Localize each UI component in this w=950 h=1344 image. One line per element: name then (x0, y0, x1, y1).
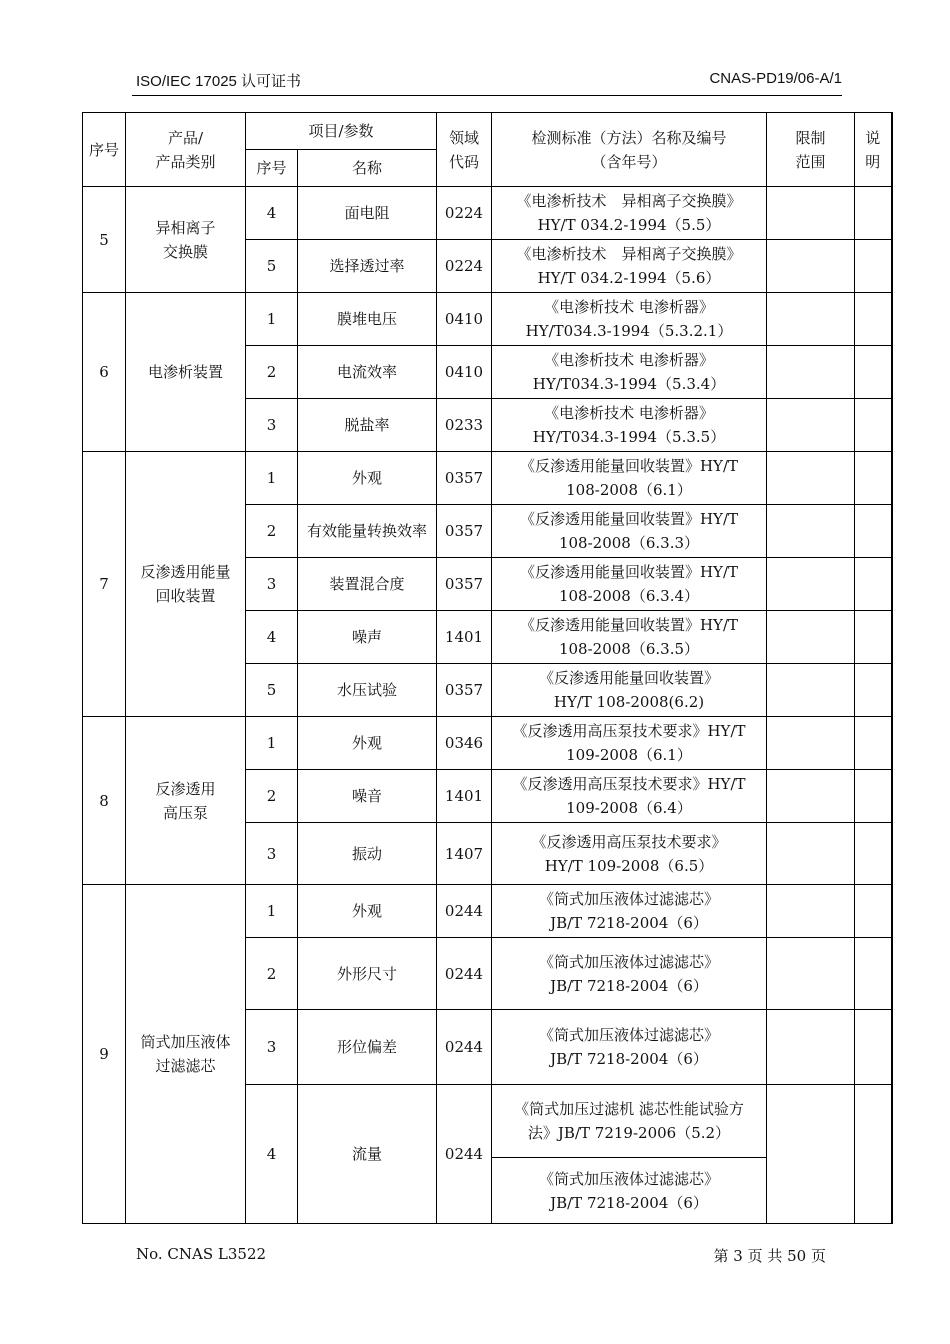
product-name-line: 高压泵 (162, 803, 208, 822)
item-no-cell: 3 (246, 1010, 298, 1085)
item-standard-cell (492, 293, 767, 346)
item-standard-cell (492, 346, 767, 399)
standard-line: 《电渗析技术 异相离子交换膜》 (516, 192, 742, 210)
standard-line: 《反渗透用能量回收装置》 (538, 669, 719, 687)
item-name-cell: 有效能量转换效率 (298, 505, 437, 558)
col-limit-header-line1: 限制 (795, 128, 826, 147)
item-no-cell: 1 (246, 885, 298, 938)
standard-line: 《反渗透用高压泵技术要求》 (531, 832, 727, 851)
item-code-cell: 0357 (437, 558, 492, 611)
col-items-header: 项目/参数 (246, 113, 437, 150)
item-note-cell (855, 885, 892, 938)
item-no-cell: 4 (246, 1085, 298, 1224)
group-seq-cell: 7 (83, 452, 126, 717)
footer-right: 第 3 页 共 50 页 (713, 1247, 826, 1265)
item-no-cell: 3 (246, 558, 298, 611)
table-row (83, 885, 892, 938)
col-product-header (126, 113, 246, 187)
item-note-cell (855, 187, 892, 240)
item-code-cell: 0244 (437, 938, 492, 1010)
item-name-cell: 噪音 (298, 770, 437, 823)
item-code-cell: 1401 (437, 770, 492, 823)
standard-line: 《筒式加压液体过滤滤芯》 (538, 1169, 719, 1188)
col-item-name-header: 名称 (298, 150, 437, 187)
item-no-cell: 3 (246, 823, 298, 885)
item-standard-cell (492, 399, 767, 452)
item-no-cell: 2 (246, 346, 298, 399)
item-no-cell: 4 (246, 187, 298, 240)
table-row (83, 452, 892, 505)
item-note-cell (855, 1085, 892, 1224)
col-note-header-line1: 说 (865, 128, 881, 147)
product-name-line: 交换膜 (162, 242, 208, 261)
col-product-header-line2: 产品类别 (155, 152, 216, 171)
col-note-header (855, 113, 892, 187)
col-code-header (437, 113, 492, 187)
item-note-cell (855, 611, 892, 664)
item-name-cell: 噪声 (298, 611, 437, 664)
standard-line: JB/T 7218-2004（6） (550, 1050, 708, 1068)
group-seq-cell: 8 (83, 717, 126, 885)
item-limit-cell (767, 938, 855, 1010)
item-code-cell: 0224 (437, 240, 492, 293)
item-name-cell: 面电阻 (298, 187, 437, 240)
col-product-header-line1: 产品/ (167, 128, 204, 147)
standard-line: 《筒式加压过滤机 滤芯性能试验方 (514, 1100, 744, 1118)
table-row (83, 293, 892, 346)
standard-line: HY/T 108-2008(6.2) (553, 693, 705, 711)
standard-line: 108-2008（6.3.4） (558, 587, 700, 605)
standard-line: 108-2008（6.1） (566, 481, 692, 499)
item-limit-cell (767, 823, 855, 885)
standard-line: JB/T 7218-2004（6） (550, 1193, 708, 1212)
item-note-cell (855, 938, 892, 1010)
item-limit-cell (767, 505, 855, 558)
standard-line: HY/T 034.2-1994（5.5） (537, 216, 721, 234)
item-limit-cell (767, 293, 855, 346)
product-name-line: 过滤滤芯 (155, 1057, 216, 1075)
item-standard-cell (492, 1158, 767, 1224)
item-limit-cell (767, 240, 855, 293)
item-no-cell: 5 (246, 664, 298, 717)
group-seq-cell: 5 (83, 187, 126, 293)
item-standard-cell (492, 717, 767, 770)
item-code-cell: 1407 (437, 823, 492, 885)
item-code-cell: 0224 (437, 187, 492, 240)
item-note-cell (855, 558, 892, 611)
item-note-cell (855, 346, 892, 399)
item-code-cell: 0244 (437, 1010, 492, 1085)
standard-line: 法》JB/T 7219-2006（5.2） (527, 1124, 731, 1142)
standard-line: 《筒式加压液体过滤滤芯》 (538, 952, 719, 971)
group-product-cell (126, 187, 246, 293)
standard-line: 《电渗析技术 异相离子交换膜》 (516, 245, 742, 263)
standard-line: HY/T 034.2-1994（5.6） (537, 269, 721, 287)
item-code-cell: 0357 (437, 505, 492, 558)
item-standard-cell (492, 770, 767, 823)
item-standard-cell (492, 938, 767, 1010)
item-name-cell: 流量 (298, 1085, 437, 1224)
item-no-cell: 4 (246, 611, 298, 664)
table-row (83, 187, 892, 240)
item-code-cell: 0357 (437, 452, 492, 505)
standard-line: 108-2008（6.3.5） (558, 640, 700, 658)
item-limit-cell (767, 1085, 855, 1224)
item-name-cell: 水压试验 (298, 664, 437, 717)
product-name-line: 筒式加压液体 (140, 1033, 231, 1051)
item-no-cell: 2 (246, 770, 298, 823)
standard-line: JB/T 7218-2004（6） (550, 976, 708, 995)
item-limit-cell (767, 770, 855, 823)
item-limit-cell (767, 558, 855, 611)
col-code-header-line1: 领域 (448, 128, 479, 147)
item-limit-cell (767, 611, 855, 664)
group-product-cell (126, 452, 246, 717)
item-name-cell: 外观 (298, 452, 437, 505)
item-name-cell: 外形尺寸 (298, 938, 437, 1010)
standard-line: 《反渗透用能量回收装置》HY/T (519, 457, 739, 475)
item-limit-cell (767, 885, 855, 938)
item-code-cell: 0346 (437, 717, 492, 770)
group-seq-cell: 9 (83, 885, 126, 1224)
item-limit-cell (767, 452, 855, 505)
item-name-cell: 外观 (298, 717, 437, 770)
item-code-cell: 1401 (437, 611, 492, 664)
item-name-cell: 形位偏差 (298, 1010, 437, 1085)
item-standard-cell (492, 611, 767, 664)
item-standard-cell (492, 885, 767, 938)
standard-line: 《电渗析技术 电渗析器》 (544, 298, 714, 316)
col-standard-header-line2: （含年号） (591, 152, 667, 171)
item-standard-cell (492, 823, 767, 885)
standard-line: 109-2008（6.4） (566, 799, 692, 817)
standard-line: 108-2008（6.3.3） (558, 534, 700, 552)
item-code-cell: 0244 (437, 1085, 492, 1224)
item-note-cell (855, 399, 892, 452)
item-no-cell: 1 (246, 293, 298, 346)
product-name-line: 电渗析装置 (147, 363, 223, 381)
item-limit-cell (767, 399, 855, 452)
item-no-cell: 1 (246, 452, 298, 505)
standard-line: HY/T034.3-1994（5.3.2.1） (525, 322, 733, 340)
item-no-cell: 2 (246, 505, 298, 558)
item-code-cell: 0244 (437, 885, 492, 938)
standard-line: 《反渗透用高压泵技术要求》HY/T (512, 775, 746, 793)
item-limit-cell (767, 1010, 855, 1085)
item-limit-cell (767, 187, 855, 240)
group-product-cell (126, 717, 246, 885)
item-standard-cell (492, 187, 767, 240)
col-limit-header-line2: 范围 (795, 152, 826, 171)
item-standard-cell (492, 452, 767, 505)
item-code-cell: 0233 (437, 399, 492, 452)
standard-line: 《反渗透用能量回收装置》HY/T (519, 616, 739, 634)
item-standard-cell (492, 664, 767, 717)
standard-line: HY/T034.3-1994（5.3.4） (532, 375, 726, 393)
item-note-cell (855, 823, 892, 885)
item-limit-cell (767, 346, 855, 399)
standard-line: 《电渗析技术 电渗析器》 (544, 404, 714, 422)
group-product-cell (126, 885, 246, 1224)
col-standard-header-line1: 检测标准（方法）名称及编号 (531, 128, 727, 147)
standard-line: 《筒式加压液体过滤滤芯》 (538, 890, 719, 908)
table-row (83, 717, 892, 770)
col-seq-header: 序号 (83, 113, 126, 187)
header-left: ISO/IEC 17025 认可证书 (136, 73, 302, 90)
item-no-cell: 3 (246, 399, 298, 452)
header-right: CNAS-PD19/06-A/1 (709, 70, 842, 87)
col-limit-header (767, 113, 855, 187)
item-note-cell (855, 240, 892, 293)
item-note-cell (855, 717, 892, 770)
col-code-header-line2: 代码 (448, 152, 479, 171)
standard-line: HY/T034.3-1994（5.3.5） (532, 428, 726, 446)
item-code-cell: 0410 (437, 293, 492, 346)
accreditation-table (82, 112, 893, 1224)
item-limit-cell (767, 717, 855, 770)
item-name-cell: 膜堆电压 (298, 293, 437, 346)
item-note-cell (855, 452, 892, 505)
item-name-cell: 电流效率 (298, 346, 437, 399)
item-name-cell: 振动 (298, 823, 437, 885)
item-standard-cell (492, 1010, 767, 1085)
item-note-cell (855, 770, 892, 823)
col-standard-header (492, 113, 767, 187)
item-name-cell: 选择透过率 (298, 240, 437, 293)
item-note-cell (855, 1010, 892, 1085)
col-item-seq-header: 序号 (246, 150, 298, 187)
standard-line: 《反渗透用高压泵技术要求》HY/T (512, 722, 746, 740)
item-no-cell: 1 (246, 717, 298, 770)
col-note-header-line2: 明 (865, 152, 881, 171)
standard-line: 《电渗析技术 电渗析器》 (544, 351, 714, 369)
product-name-line: 回收装置 (155, 587, 216, 605)
item-no-cell: 5 (246, 240, 298, 293)
item-note-cell (855, 505, 892, 558)
group-seq-cell: 6 (83, 293, 126, 452)
standard-line: 《反渗透用能量回收装置》HY/T (519, 563, 739, 581)
item-standard-cell (492, 240, 767, 293)
group-product-cell (126, 293, 246, 452)
item-note-cell (855, 293, 892, 346)
item-code-cell: 0357 (437, 664, 492, 717)
footer-left: No. CNAS L3522 (136, 1245, 267, 1263)
item-standard-cell (492, 558, 767, 611)
standard-line: 109-2008（6.1） (566, 746, 692, 764)
item-limit-cell (767, 664, 855, 717)
item-name-cell: 装置混合度 (298, 558, 437, 611)
item-name-cell: 脱盐率 (298, 399, 437, 452)
item-code-cell: 0410 (437, 346, 492, 399)
header-rule (132, 95, 842, 96)
product-name-line: 反渗透用 (155, 779, 216, 798)
item-no-cell: 2 (246, 938, 298, 1010)
standard-line: HY/T 109-2008（6.5） (544, 856, 714, 875)
item-standard-cell (492, 505, 767, 558)
standard-line: JB/T 7218-2004（6） (550, 914, 708, 932)
item-note-cell (855, 664, 892, 717)
product-name-line: 异相离子 (155, 218, 216, 237)
item-name-cell: 外观 (298, 885, 437, 938)
item-standard-cell (492, 1085, 767, 1158)
standard-line: 《筒式加压液体过滤滤芯》 (538, 1026, 719, 1044)
product-name-line: 反渗透用能量 (140, 563, 231, 581)
standard-line: 《反渗透用能量回收装置》HY/T (519, 510, 739, 528)
